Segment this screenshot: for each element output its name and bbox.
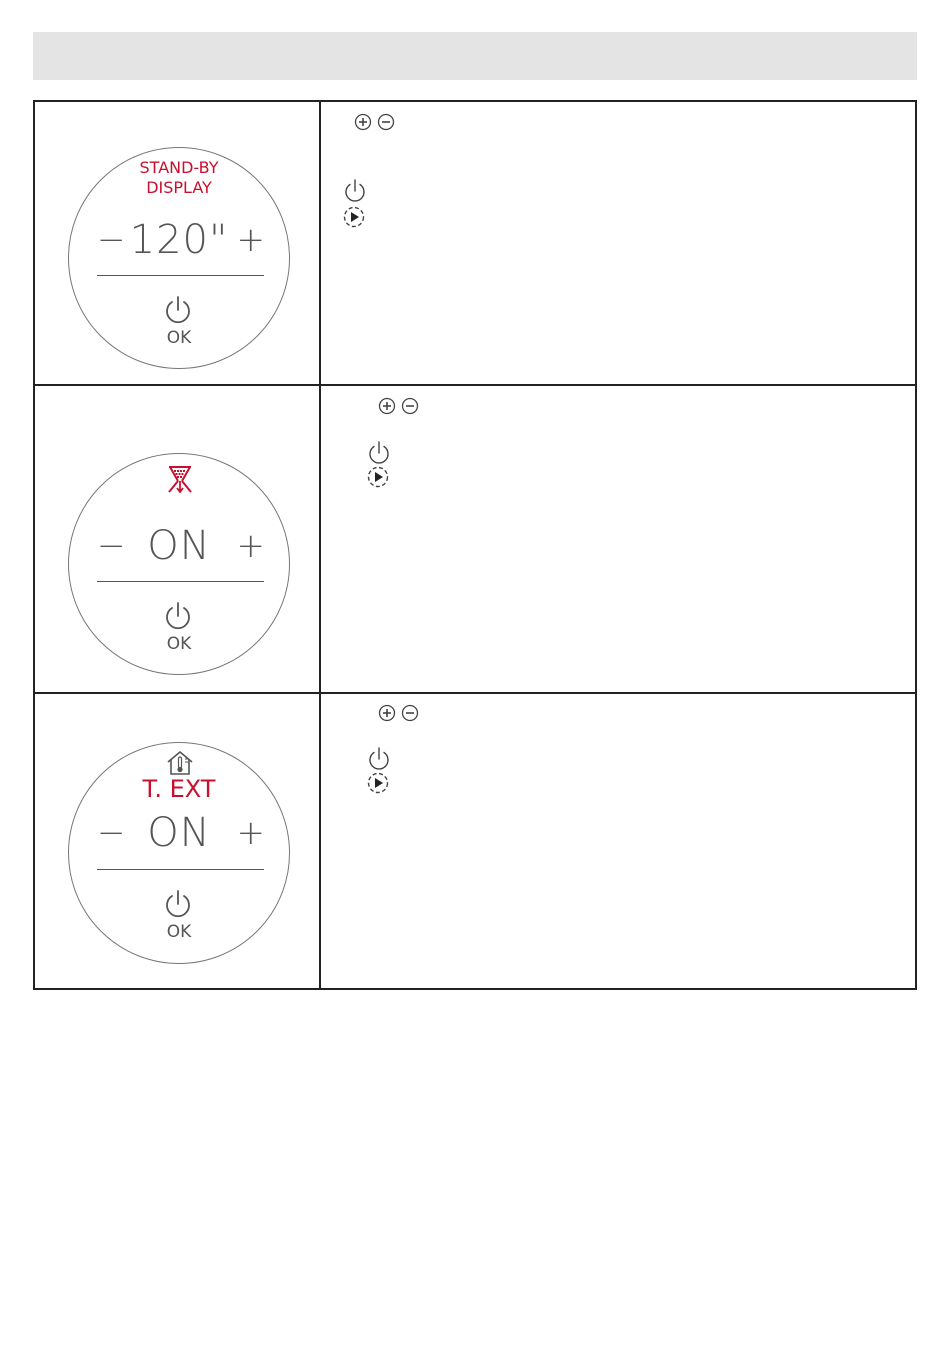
table-row	[35, 102, 915, 384]
dial-cell	[35, 386, 321, 692]
description-cell	[321, 102, 915, 384]
plus-symbol: +	[236, 526, 265, 566]
instruction-table	[33, 100, 917, 990]
plus-circle-icon	[354, 113, 372, 131]
dial-label-line1: T. EXT	[142, 775, 216, 803]
minus-circle-icon	[401, 397, 419, 415]
value-row	[69, 218, 289, 262]
description-cell	[321, 386, 915, 692]
dial-cell	[35, 694, 321, 988]
dial-value: ON	[147, 523, 211, 569]
power-icon	[162, 600, 194, 632]
value-row	[69, 524, 289, 568]
power-icon	[162, 294, 194, 326]
house-thermometer-icon	[166, 750, 194, 776]
dial-divider	[97, 581, 264, 582]
header-bar	[33, 32, 917, 80]
minus-symbol: −	[97, 526, 126, 566]
ok-label: OK	[166, 922, 192, 942]
play-circle-dashed-icon	[365, 770, 391, 796]
value-row	[69, 811, 289, 855]
table-row	[35, 692, 915, 988]
plus-symbol: +	[236, 220, 265, 260]
dial-divider	[97, 275, 264, 276]
dial-value: ON	[147, 810, 211, 856]
power-icon	[366, 440, 392, 466]
display-dial	[68, 147, 290, 369]
ok-label: OK	[166, 328, 192, 348]
minus-circle-icon	[401, 704, 419, 722]
play-circle-dashed-icon	[365, 464, 391, 490]
minus-circle-icon	[377, 113, 395, 131]
power-icon	[366, 746, 392, 772]
plus-circle-icon	[378, 397, 396, 415]
description-cell	[321, 694, 915, 988]
dial-divider	[97, 869, 264, 870]
power-icon	[162, 888, 194, 920]
plus-circle-icon	[378, 704, 396, 722]
dial-cell	[35, 102, 321, 384]
dial-label-line2: DISPLAY	[146, 178, 212, 197]
minus-symbol: −	[97, 220, 126, 260]
dial-value: 120"	[129, 217, 229, 263]
dial-label-line1: STAND-BY	[139, 158, 219, 177]
minus-symbol: −	[97, 813, 126, 853]
power-icon	[342, 178, 368, 204]
play-circle-dashed-icon	[341, 204, 367, 230]
filter-icon	[165, 464, 195, 494]
table-row	[35, 384, 915, 692]
filter-dial	[68, 453, 290, 675]
ok-label: OK	[166, 634, 192, 654]
external-temperature-dial	[68, 742, 290, 964]
plus-symbol: +	[236, 813, 265, 853]
